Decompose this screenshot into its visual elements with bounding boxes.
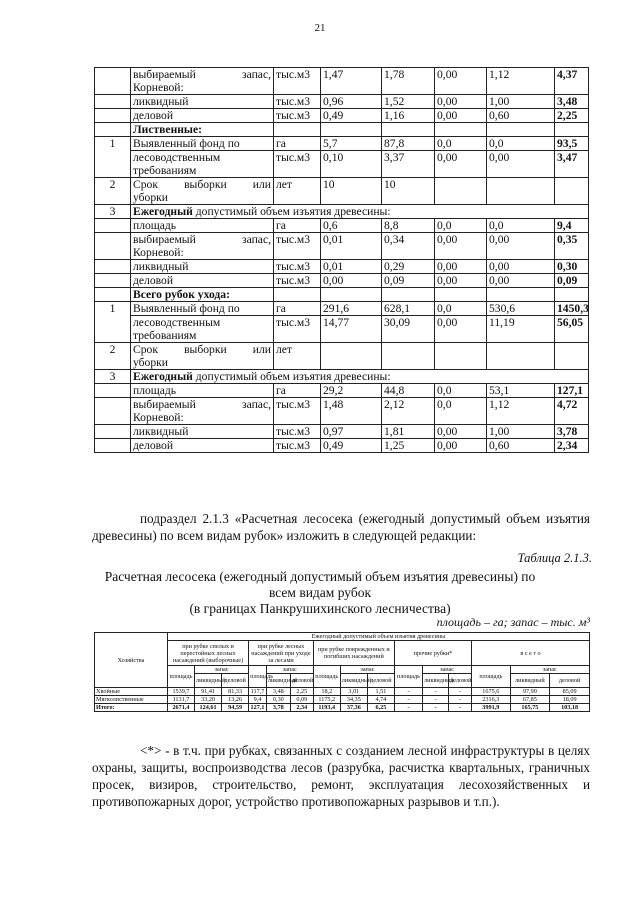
- table-cell: 2316,3: [472, 696, 511, 704]
- table-cell: 0,10: [321, 151, 382, 178]
- header-rest: допустимый объем изъятия древесины:: [192, 370, 391, 383]
- table-cell: ликвидный: [131, 260, 274, 274]
- row-label: [131, 398, 274, 425]
- table-cell: лет: [274, 343, 321, 370]
- table-cell: 1,81: [382, 425, 435, 439]
- table-cell: 33,20: [195, 696, 222, 704]
- group-header: прочие рубки*: [394, 641, 471, 666]
- table-cell: 1450,3: [555, 302, 589, 316]
- table-cell: 0,00: [435, 95, 487, 109]
- table-cell: 0,6: [321, 219, 382, 233]
- section-row: [95, 288, 589, 302]
- label-word: или: [252, 343, 271, 356]
- table-cell: 1,12: [487, 68, 555, 95]
- table-cell: [95, 233, 131, 260]
- table-cell: 1,00: [487, 425, 555, 439]
- table-cell: Лиственные:: [131, 123, 274, 137]
- farm-name: Хвойные: [95, 688, 168, 696]
- table-cell: 53,1: [487, 384, 555, 398]
- table-cell: 10: [321, 178, 382, 205]
- label-word: выбираемый: [133, 233, 196, 246]
- table-cell: 3,47: [555, 151, 589, 178]
- table-cell: -: [394, 696, 422, 704]
- table-cell: 2: [95, 343, 131, 370]
- label-word: выбираемый: [133, 398, 196, 411]
- table-cell: 127,1: [555, 384, 589, 398]
- table-row: [95, 274, 589, 288]
- table-cell: тыс.м3: [274, 95, 321, 109]
- table-row: [95, 696, 590, 704]
- table-cell: Всего рубок ухода:: [131, 288, 274, 302]
- stock-header: запас: [340, 666, 394, 674]
- label-word: запас,: [242, 233, 271, 246]
- table-cell: 37,36: [340, 704, 367, 712]
- area-header: площадь: [394, 666, 422, 688]
- table-cell: 0,0: [435, 384, 487, 398]
- table-cell: площадь: [131, 384, 274, 398]
- stock-header: запас: [423, 666, 472, 674]
- table-cell: 3,48: [555, 95, 589, 109]
- table-cell: 29,2: [321, 384, 382, 398]
- table-cell: 1,00: [487, 95, 555, 109]
- table-cell: га: [274, 219, 321, 233]
- table-cell: 1: [95, 137, 131, 178]
- table-cell: 8,8: [382, 219, 435, 233]
- table-row: [95, 302, 589, 316]
- table-cell: 0,0: [435, 302, 487, 316]
- table-cell: [382, 123, 435, 137]
- table-cell: 1,12: [487, 398, 555, 425]
- forest-volume-table: [94, 67, 589, 453]
- table-cell: [435, 343, 487, 370]
- table-number: Таблица 2.1.3.: [517, 551, 592, 565]
- table-row: [95, 343, 589, 370]
- table-cell: -: [394, 704, 422, 712]
- table-cell: 1,48: [321, 398, 382, 425]
- header-bold: Ежегодный: [133, 205, 193, 218]
- table-cell: тыс.м3: [274, 68, 321, 95]
- table-cell: 4,74: [367, 696, 394, 704]
- table-cell: [435, 123, 487, 137]
- table-cell: -: [423, 704, 449, 712]
- table-cell: 3,01: [340, 688, 367, 696]
- label-line: лесоводственным: [133, 316, 221, 329]
- area-header: площадь: [472, 666, 511, 688]
- table-cell: 0,00: [435, 316, 487, 343]
- header-text: [131, 370, 589, 384]
- table-cell: [435, 178, 487, 205]
- table-title-line3: (в границах Панкрушихинского лесничества): [189, 601, 451, 616]
- table-cell: 2671,4: [167, 704, 194, 712]
- group-header: в с е г о: [472, 641, 590, 666]
- stock-header: запас: [510, 666, 589, 674]
- table-cell: 4,37: [555, 68, 589, 95]
- table-cell: 1,16: [382, 109, 435, 123]
- table-cell: 0,60: [487, 109, 555, 123]
- table-cell: 0,01: [321, 233, 382, 260]
- table-cell: 165,75: [510, 704, 550, 712]
- table-cell: тыс.м3: [274, 316, 321, 343]
- table-cell: [435, 288, 487, 302]
- business-header: деловой: [222, 674, 249, 688]
- table-cell: 9,4: [555, 219, 589, 233]
- table-cell: [321, 288, 382, 302]
- table-cell: га: [274, 384, 321, 398]
- label-line: лесоводственным: [133, 151, 221, 164]
- table-cell: [95, 384, 131, 398]
- header-row: [95, 205, 589, 219]
- label-line: уборки: [133, 356, 168, 369]
- label-line: Корневой:: [133, 246, 184, 259]
- table-row: [95, 384, 589, 398]
- label-word: запас,: [242, 398, 271, 411]
- table-cell: [95, 123, 131, 137]
- table-cell: 0,00: [487, 260, 555, 274]
- table-cell: 1131,7: [167, 696, 194, 704]
- farm-name: Итого:: [95, 704, 168, 712]
- table-cell: 0,29: [382, 260, 435, 274]
- table-cell: -: [423, 688, 449, 696]
- table-cell: [487, 288, 555, 302]
- table-row: [95, 260, 589, 274]
- table-cell: 3,78: [555, 425, 589, 439]
- row-label: [131, 151, 274, 178]
- table-cell: 291,6: [321, 302, 382, 316]
- business-header: деловой: [290, 674, 313, 688]
- table-cell: 124,61: [195, 704, 222, 712]
- table-cell: [274, 123, 321, 137]
- table-cell: 0,00: [435, 439, 487, 453]
- table-cell: 0,00: [487, 274, 555, 288]
- header-text: [131, 205, 589, 219]
- table-row: [95, 688, 590, 696]
- table-cell: 0,00: [435, 68, 487, 95]
- table-cell: тыс.м3: [274, 151, 321, 178]
- table-cell: 91,41: [195, 688, 222, 696]
- table-row: [95, 109, 589, 123]
- table-cell: 0,09: [290, 696, 313, 704]
- label-word: выборки: [184, 343, 227, 356]
- table-cell: 9,4: [249, 696, 267, 704]
- table-cell: -: [449, 704, 472, 712]
- table-cell: 44,8: [382, 384, 435, 398]
- label-line: требованиям: [133, 329, 197, 342]
- table-row: [95, 95, 589, 109]
- table-cell: -: [449, 688, 472, 696]
- table-cell: 2,34: [555, 439, 589, 453]
- table-cell: 5,7: [321, 137, 382, 151]
- table-cell: 87,8: [382, 137, 435, 151]
- liquid-header: ликвидный: [510, 674, 550, 688]
- table-cell: [382, 288, 435, 302]
- table-cell: ликвидный: [131, 425, 274, 439]
- table-cell: 85,09: [550, 688, 590, 696]
- table-cell: 0,00: [435, 109, 487, 123]
- table-cell: 0,00: [487, 151, 555, 178]
- table-cell: площадь: [131, 219, 274, 233]
- business-header: деловой: [449, 674, 472, 688]
- table-cell: 3,48: [266, 688, 290, 696]
- table-cell: 6,25: [367, 704, 394, 712]
- table-row: [95, 425, 589, 439]
- table-cell: -: [394, 688, 422, 696]
- label-line: Корневой:: [133, 411, 184, 424]
- table-cell: [95, 95, 131, 109]
- table-cell: [95, 260, 131, 274]
- liquid-header: ликвидный: [340, 674, 367, 688]
- table-cell: 2,34: [290, 704, 313, 712]
- table-cell: [555, 123, 589, 137]
- table-cell: -: [423, 696, 449, 704]
- table-cell: 14,77: [321, 316, 382, 343]
- stock-header: запас: [266, 666, 313, 674]
- table-cell: 18,2: [313, 688, 340, 696]
- table-cell: 0,09: [382, 274, 435, 288]
- label-word: запас,: [242, 68, 271, 81]
- table-cell: 0,00: [435, 425, 487, 439]
- table-title-line1: Расчетная лесосека (ежегодный допустимый объем изъятия древесины) по: [104, 569, 536, 584]
- row-label: [131, 178, 274, 205]
- main-header: Ежегодный допустимый объем изъятия древесины: [167, 633, 589, 641]
- table-row: [95, 219, 589, 233]
- table-cell: 0,00: [487, 233, 555, 260]
- table-cell: 2: [95, 178, 131, 205]
- table-cell: тыс.м3: [274, 109, 321, 123]
- row-label: [131, 343, 274, 370]
- table-cell: 0,00: [435, 274, 487, 288]
- table-cell: деловой: [131, 274, 274, 288]
- table-cell: [555, 178, 589, 205]
- table-cell: [95, 219, 131, 233]
- table-cell: Выявленный фонд по: [131, 137, 274, 151]
- table-cell: [95, 425, 131, 439]
- header-row: [95, 370, 589, 384]
- table-cell: [555, 288, 589, 302]
- group-header: при рубке поврежденных и погибших насаждений: [313, 641, 394, 666]
- table-cell: 127,1: [250, 704, 265, 711]
- table-row: [95, 439, 589, 453]
- table-cell: [555, 343, 589, 370]
- label-line: требованиям: [133, 164, 197, 177]
- area-header: площадь: [167, 666, 194, 688]
- table-cell: тыс.м3: [274, 439, 321, 453]
- page-number: 21: [314, 22, 326, 34]
- table-title-line2: всем видам рубок: [268, 585, 372, 600]
- table-cell: тыс.м3: [274, 260, 321, 274]
- table-cell: 4,72: [555, 398, 589, 425]
- table-cell: 3: [95, 205, 131, 219]
- table-cell: 97,90: [510, 688, 550, 696]
- allowable-cut-table: [94, 632, 590, 712]
- table-cell: [95, 274, 131, 288]
- table-cell: тыс.м3: [274, 233, 321, 260]
- table-cell: 0,0: [487, 137, 555, 151]
- table-cell: га: [274, 137, 321, 151]
- table-cell: 3: [95, 370, 131, 384]
- table-cell: 0,0: [435, 219, 487, 233]
- table-cell: 93,5: [555, 137, 589, 151]
- table-cell: -: [449, 696, 472, 704]
- label-line: уборки: [133, 191, 168, 204]
- table-cell: 13,26: [222, 696, 249, 704]
- label-line: Корневой:: [133, 81, 184, 94]
- farm-header: Хозяйства: [95, 633, 168, 688]
- table-cell: 1: [95, 302, 131, 343]
- table-cell: ликвидный: [131, 95, 274, 109]
- table-cell: 2,25: [290, 688, 313, 696]
- table-cell: 530,6: [487, 302, 555, 316]
- farm-name: Мягколиственные: [95, 696, 168, 704]
- area-header: площадь: [313, 666, 340, 688]
- liquid-header: ликвидный: [266, 674, 290, 688]
- table-row: [95, 137, 589, 151]
- header-bold: Ежегодный: [133, 370, 193, 383]
- table-cell: 1,52: [382, 95, 435, 109]
- label-word: Срок: [133, 343, 158, 356]
- table-cell: [95, 398, 131, 425]
- table-cell: 1,78: [382, 68, 435, 95]
- label-word: выбираемый: [133, 68, 196, 81]
- table-cell: 0,60: [487, 439, 555, 453]
- table-cell: 0,49: [321, 439, 382, 453]
- table-cell: [321, 123, 382, 137]
- group-header: при рубке спелых и перестойных лесных насаждений (выборочные): [167, 641, 248, 666]
- table-cell: 1,47: [321, 68, 382, 95]
- table-cell: [95, 109, 131, 123]
- table-cell: 34,35: [340, 696, 367, 704]
- table-cell: 0,00: [435, 151, 487, 178]
- group-header: при рубке лесных насаждений при уходе за лесами: [249, 641, 314, 666]
- table-cell: 0,00: [321, 274, 382, 288]
- table-cell: 0,0: [435, 398, 487, 425]
- table-cell: лет: [274, 178, 321, 205]
- table-cell: тыс.м3: [274, 274, 321, 288]
- table-cell: [321, 343, 382, 370]
- header-rest: допустимый объем изъятия древесины:: [192, 205, 391, 218]
- table-cell: [95, 288, 131, 302]
- table-row: [95, 68, 589, 95]
- table-cell: 103,18: [550, 704, 590, 712]
- label-word: или: [252, 178, 271, 191]
- table-cell: 0,97: [321, 425, 382, 439]
- table-cell: 1175,2: [313, 696, 340, 704]
- table-row: [95, 704, 590, 712]
- section-row: [95, 123, 589, 137]
- area-header: площадь: [249, 666, 267, 688]
- table-cell: деловой: [131, 439, 274, 453]
- table-cell: тыс.м3: [274, 425, 321, 439]
- table-cell: 117,7: [250, 688, 265, 695]
- table-cell: 94,59: [222, 704, 249, 712]
- table-cell: 0,96: [321, 95, 382, 109]
- table-cell: 67,85: [510, 696, 550, 704]
- business-header: деловой: [367, 674, 394, 688]
- liquid-header: ликвидный: [195, 674, 222, 688]
- table-cell: га: [274, 302, 321, 316]
- table-cell: [95, 68, 131, 95]
- table-cell: 1675,6: [472, 688, 511, 696]
- table-cell: 0,30: [555, 260, 589, 274]
- table-cell: 0,49: [321, 109, 382, 123]
- table-cell: 0,00: [435, 233, 487, 260]
- table-cell: 0,35: [555, 233, 589, 260]
- table-cell: 0,00: [435, 260, 487, 274]
- table-cell: [95, 439, 131, 453]
- row-label: [131, 316, 274, 343]
- table-cell: 2,12: [382, 398, 435, 425]
- table-cell: [487, 178, 555, 205]
- table-row: [95, 233, 589, 260]
- row-label: [131, 68, 274, 95]
- units-note: площадь – га; запас – тыс. м³: [436, 615, 590, 629]
- footnote: <*> - в т.ч. при рубках, связанных с созданием лесной инфраструктуры в целях охраны, защиты, воспроизводства лесов (разрубка, расчистка квартальных, граничных просек, визиров, строительство, ремонт, эксплуатация лесохозяйственных и противопожарных дорог, устройство противопожарных разрывов и т.п.).: [92, 743, 590, 809]
- stock-header: запас: [195, 666, 249, 674]
- liquid-header: ликвидный: [423, 674, 449, 688]
- table-row: [95, 398, 589, 425]
- table-cell: 1193,4: [313, 704, 340, 712]
- table-row: [95, 178, 589, 205]
- table-cell: [487, 123, 555, 137]
- table-cell: 0,30: [266, 696, 290, 704]
- table-cell: 0,01: [321, 260, 382, 274]
- table-cell: Выявленный фонд по: [131, 302, 274, 316]
- label-word: Срок: [133, 178, 158, 191]
- table-cell: 0,0: [435, 137, 487, 151]
- table-cell: 3991,9: [472, 704, 511, 712]
- row-label: [131, 233, 274, 260]
- table-cell: 1,25: [382, 439, 435, 453]
- table-cell: 0,0: [487, 219, 555, 233]
- table-cell: тыс.м3: [274, 398, 321, 425]
- table-cell: 81,33: [222, 688, 249, 696]
- table-cell: [382, 343, 435, 370]
- intro-paragraph: подраздел 2.1.3 «Расчетная лесосека (ежегодный допустимый объем изъятия древесины) по всем видам рубок» изложить в следующей редакции:: [92, 511, 590, 543]
- table-cell: 2,25: [555, 109, 589, 123]
- table-cell: 18,09: [550, 696, 590, 704]
- table-cell: 3,37: [382, 151, 435, 178]
- table-cell: [274, 288, 321, 302]
- table-cell: 3,78: [266, 704, 290, 712]
- table-cell: 0,34: [382, 233, 435, 260]
- table-cell: 10: [382, 178, 435, 205]
- label-word: выборки: [184, 178, 227, 191]
- table-cell: 628,1: [382, 302, 435, 316]
- table-cell: 30,09: [382, 316, 435, 343]
- table-cell: деловой: [131, 109, 274, 123]
- table-cell: 1539,7: [167, 688, 194, 696]
- table-cell: 56,05: [555, 316, 589, 343]
- table-cell: 11,19: [487, 316, 555, 343]
- table-cell: 0,09: [555, 274, 589, 288]
- table-cell: 1,51: [367, 688, 394, 696]
- table-cell: [487, 343, 555, 370]
- business-header: деловой: [550, 674, 590, 688]
